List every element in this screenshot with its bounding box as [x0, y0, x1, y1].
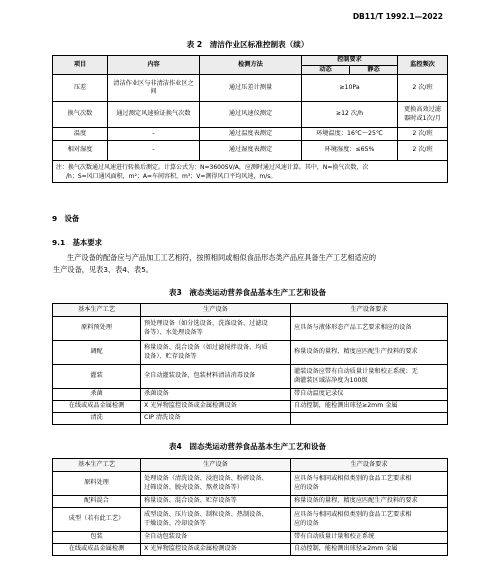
cell-line: 应具备与相同或相似类别的食品工艺要求相	[294, 510, 412, 518]
row-requirement: ≥12 次/h	[302, 102, 398, 128]
row-equipment	[141, 341, 291, 365]
note-line: 注：换气次数通过风速进行转换后测定。计算公式为：N=3600SV/A，应测时通过风速计算。其中，N=换气次数，次	[56, 163, 369, 171]
cell-line: 称量设备、混合设备、贮存设备等	[144, 497, 237, 505]
row-content: 清洁作业区与非清洁作业区之间	[108, 75, 200, 102]
row-equipment	[141, 413, 291, 425]
row-requirement: 环境温度：16℃～25℃	[302, 128, 398, 141]
row-process: 调配	[53, 341, 141, 365]
paragraph-line: 生产设备，见表3、表4、表5。	[53, 265, 153, 274]
cell-line: 应具备与液体形态产品工艺要求相应的设备	[294, 324, 412, 332]
cell-line: 自动控制，能检测出球径≥2mm 金属	[294, 402, 398, 410]
row-requirement	[291, 496, 448, 508]
cell-line: X 光异物监控设备或金属检测设备	[144, 545, 237, 553]
table4	[52, 458, 448, 556]
cell-line: 全自动包装设备	[144, 533, 188, 541]
table4-title: 表4 固态类运动营养食品基本生产工艺和设备	[168, 442, 327, 451]
row-process: 清洗	[53, 413, 141, 425]
section-9-1-title: 9.1 基本要求	[52, 238, 103, 247]
cell-line: 设备）、贮存设备等	[144, 352, 197, 360]
note-line: /h；S=风口通风面积，m²；A=车间容积，m³；V=测得风口平均风速，m/s。	[66, 172, 277, 180]
cell-line: 应的设备	[294, 519, 319, 527]
row-method: 通过风速仪测定	[200, 102, 302, 128]
cell-line: 称量设备的量程、精度应匹配生产投料的要求	[294, 497, 418, 505]
row-frequency: 2 次/班	[398, 75, 448, 102]
row-process: 灌装	[53, 365, 141, 389]
cell-line: 带自动温度记录仪	[294, 390, 344, 398]
table2-title: 表 2 清洁作业区标准控制表（续）	[186, 40, 309, 49]
row-frequency: 2 次/班	[398, 128, 448, 141]
header-process: 基本生产工艺	[53, 459, 141, 472]
row-content: -	[108, 128, 200, 141]
header-frequency: 监控频次	[398, 56, 448, 75]
header-requirement: 生产设备要求	[291, 459, 448, 472]
cell-line: CIP 清洗设备	[144, 414, 181, 422]
row-requirement	[291, 472, 448, 496]
row-method: 通过湿度表测定	[200, 141, 302, 161]
row-item: 温度	[53, 128, 108, 141]
header-equipment: 生产设备	[141, 459, 291, 472]
row-equipment	[141, 544, 291, 556]
paragraph-equipment	[53, 252, 445, 276]
row-process: 原料处理	[53, 472, 141, 496]
row-item: 压差	[53, 75, 108, 102]
row-equipment	[141, 496, 291, 508]
header-process: 基本生产工艺	[53, 304, 141, 317]
row-requirement	[291, 413, 448, 425]
header-control-requirement: 控制要求	[302, 56, 398, 66]
cell-line: 应的设备	[294, 483, 319, 491]
row-requirement	[291, 365, 448, 389]
row-process: 配料混合	[53, 496, 141, 508]
row-requirement	[291, 544, 448, 556]
row-requirement: 环境湿度：≤65%	[302, 141, 398, 161]
cell-line: 备等）、水处理设备等	[144, 328, 203, 336]
cell-line: 全自动灌装设备、包装材料清洁消毒设备	[144, 372, 256, 380]
section-9-title: 9 设备	[52, 214, 80, 223]
header-item: 项目	[53, 56, 108, 75]
cell-line: 应具备与相同或相似类别的食品工艺要求相	[294, 474, 412, 482]
row-process: 杀菌	[53, 389, 141, 401]
table3	[52, 303, 448, 425]
row-method: 通过压差计测量	[200, 75, 302, 102]
paragraph-line: 生产设备的配备应与产品加工工艺相符，按照相同或相似食品形态类产品应具备生产工艺相适应的	[67, 253, 377, 262]
row-equipment	[141, 365, 291, 389]
cell-line: 自动控制，能检测出球径≥2mm 金属	[294, 545, 398, 553]
row-equipment	[141, 532, 291, 544]
cell-line: 预处理设备（如分选设备、洗涤设备、过滤设	[144, 319, 268, 327]
cell-line: 杀菌设备	[144, 390, 169, 398]
header-static: 静态	[350, 65, 398, 75]
cell-line: 成型设备、压片设备、制粒设备、热制设备、	[144, 510, 268, 518]
row-requirement: ≥10Pa	[302, 75, 398, 102]
cell-line: 干燥设备、冷却设备等	[144, 519, 206, 527]
cell-line: 称量设备、混合设备（如过滤搅拌设备、均质	[144, 343, 268, 351]
row-equipment	[141, 472, 291, 496]
table2-note	[53, 161, 448, 183]
row-requirement	[291, 401, 448, 413]
cell-line: 灌装设备应带有自动质量计量和校正系统；无	[294, 367, 418, 375]
row-requirement	[291, 317, 448, 341]
row-frequency: 2 次/班	[398, 141, 448, 161]
row-equipment	[141, 401, 291, 413]
row-equipment	[141, 389, 291, 401]
standard-number: DB11/T 1992.1—2022	[352, 12, 443, 21]
row-item: 相对湿度	[53, 141, 108, 161]
header-dynamic: 动态	[302, 65, 350, 75]
row-process: 原料预处理	[53, 317, 141, 341]
cell-line: 处理设备（清洗设备、浸泡设备、粉碎设备、	[144, 474, 268, 482]
row-item: 换气次数	[53, 102, 108, 128]
row-equipment	[141, 317, 291, 341]
row-requirement	[291, 532, 448, 544]
row-content: -	[108, 141, 200, 161]
row-process: 在线或成品金属检测	[53, 544, 141, 556]
row-equipment	[141, 508, 291, 532]
row-content: 通过测定风速验证换气次数	[108, 102, 200, 128]
cell-line: 称量设备的量程、精度应匹配生产投料的要求	[294, 348, 418, 356]
row-frequency: 更换高效过滤器时或1次/月	[398, 102, 448, 128]
cell-line: X 光异物监控设备或金属检测设备	[144, 402, 237, 410]
row-process: 在线或成品金属检测	[53, 401, 141, 413]
cell-line: 菌灌装区域洁净度为100级	[294, 376, 368, 384]
row-process: 包装	[53, 532, 141, 544]
table3-title: 表3 液态类运动营养食品基本生产工艺和设备	[168, 288, 327, 297]
header-content: 内容	[108, 56, 200, 75]
header-equipment: 生产设备	[141, 304, 291, 317]
cell-line: 带有自动质量计量和校正系统	[294, 533, 375, 541]
row-requirement	[291, 341, 448, 365]
row-requirement	[291, 389, 448, 401]
row-process: 成型（若有此工艺）	[53, 508, 141, 532]
table2	[52, 55, 448, 183]
header-method: 检测方法	[200, 56, 302, 75]
header-requirement: 生产设备要求	[291, 304, 448, 317]
row-method: 通过温度表测定	[200, 128, 302, 141]
row-requirement	[291, 508, 448, 532]
cell-line: 过筛设备、脱壳设备、熬煮设备等）	[144, 483, 243, 491]
